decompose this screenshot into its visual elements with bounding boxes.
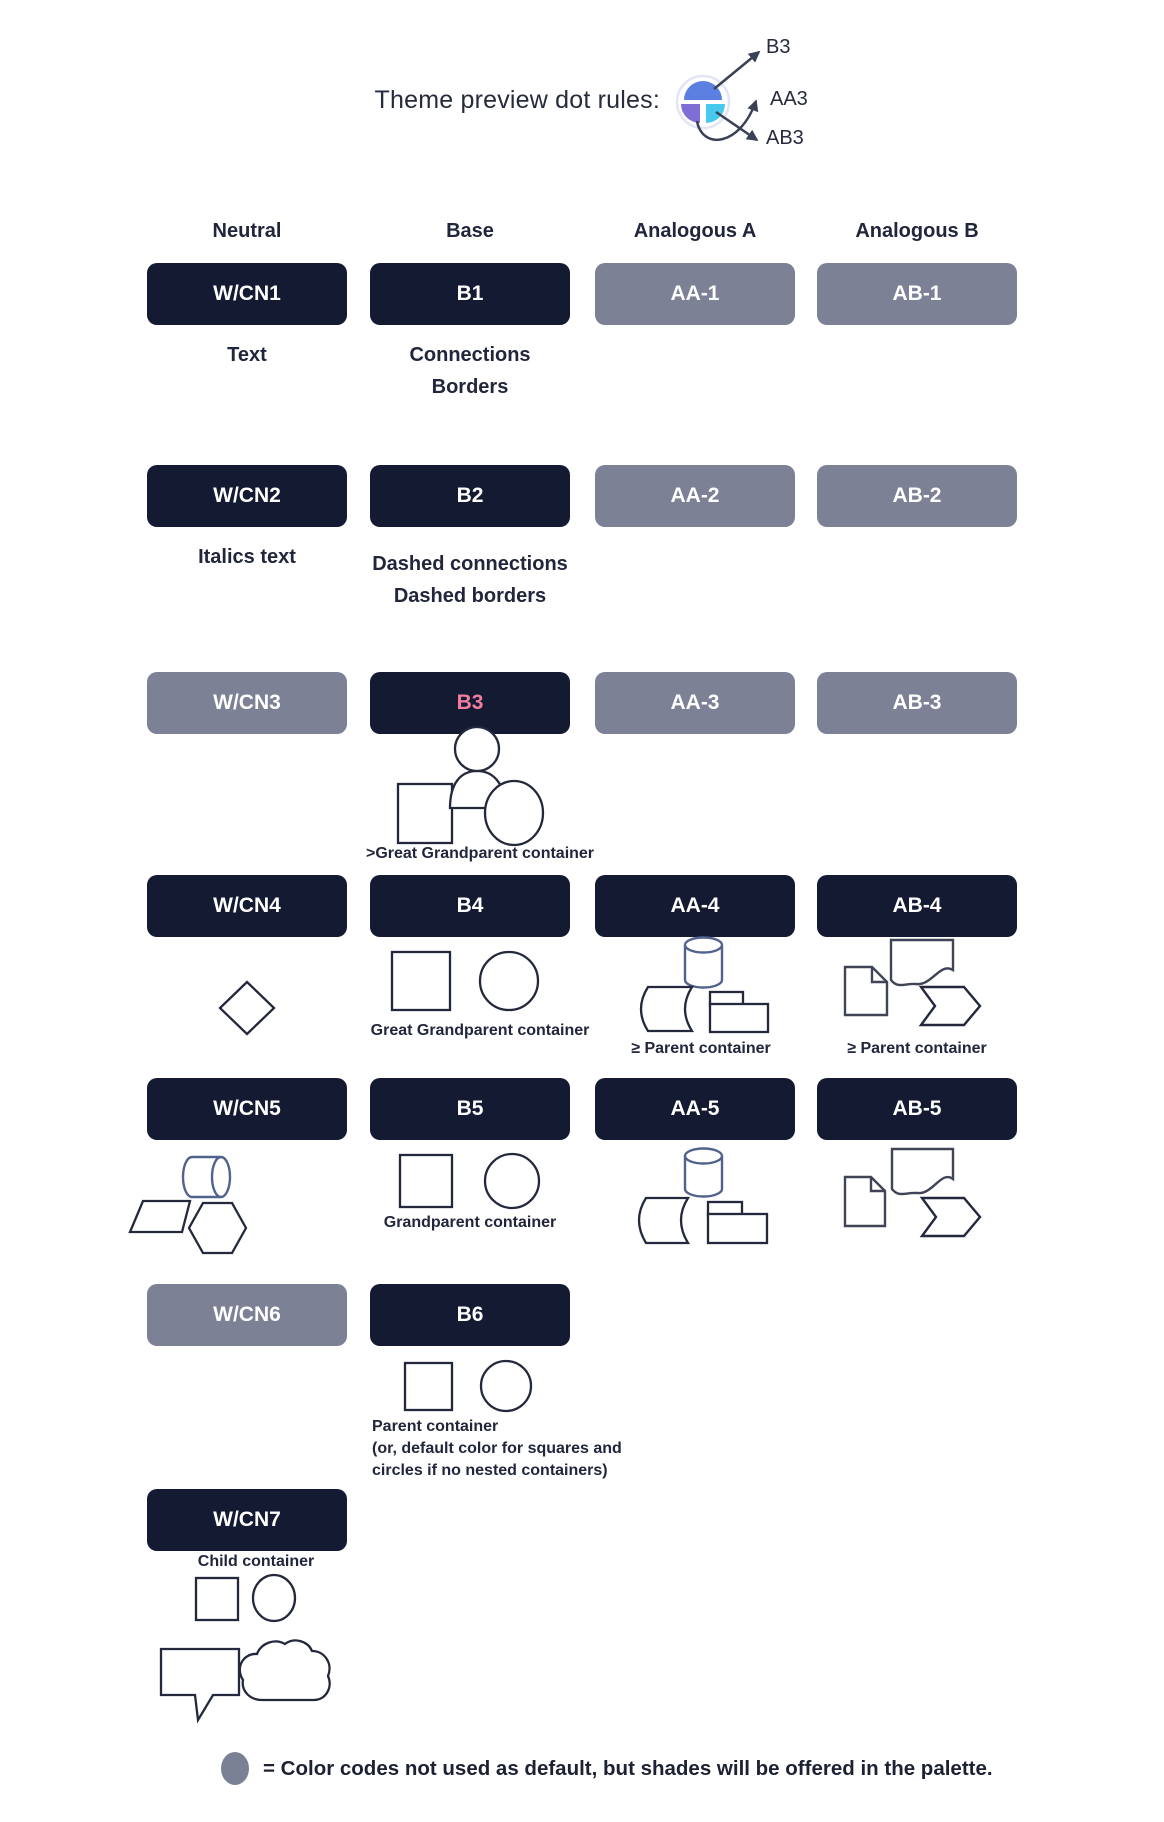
swatch-ab4: AB-4: [817, 875, 1017, 937]
chevron-shape: [922, 1198, 980, 1236]
caption-dashed-connections: Dashed connections: [372, 553, 568, 575]
dot-segment-analogous-b: [706, 104, 725, 123]
parallelogram-shape: [130, 1201, 190, 1232]
swatch-wcn2: W/CN2: [147, 465, 347, 527]
circle-shape: [481, 1361, 531, 1411]
legend: [221, 1752, 993, 1785]
caption-parent-line1: Parent container: [372, 1418, 499, 1435]
cylinder-shape: [183, 1157, 221, 1197]
swatch-aa5: AA-5: [595, 1078, 795, 1140]
square-shape: [405, 1363, 452, 1410]
dot-segment-base: [684, 81, 722, 100]
swatch-wcn1: W/CN1: [147, 263, 347, 325]
swatch-wcn3: W/CN3: [147, 672, 347, 734]
folder-body-shape: [708, 1214, 767, 1243]
square-shape: [392, 952, 450, 1010]
dot-label-aa3: AA3: [770, 88, 808, 110]
dot-segment-analogous-a: [681, 104, 700, 123]
page-title: Theme preview dot rules:: [374, 86, 660, 114]
swatch-wcn6: W/CN6: [147, 1284, 347, 1346]
caption-parent-line2: (or, default color for squares and: [372, 1440, 622, 1457]
square-shape: [400, 1155, 452, 1207]
circle-shape: [253, 1575, 295, 1621]
legend-text: = Color codes not used as default, but shades will be offered in the palette.: [263, 1756, 993, 1780]
cylinder-shape: [685, 1156, 722, 1197]
swatch-ab3: AB-3: [817, 672, 1017, 734]
circle-shape: [485, 1154, 539, 1208]
caption-ge-parent-aa: ≥ Parent container: [631, 1040, 771, 1057]
swatch-wcn5: W/CN5: [147, 1078, 347, 1140]
swatch-ab1: AB-1: [817, 263, 1017, 325]
swatch-aa2: AA-2: [595, 465, 795, 527]
theme-preview-dot: [677, 76, 729, 128]
circle-shape: [480, 952, 538, 1010]
swatch-b4: B4: [370, 875, 570, 937]
swatch-aa3: AA-3: [595, 672, 795, 734]
chevron-shape: [921, 987, 980, 1025]
swatch-wcn4: W/CN4: [147, 875, 347, 937]
swatch-wcn7: W/CN7: [147, 1489, 347, 1551]
folder-tab-shape: [708, 1202, 742, 1216]
cloud-shape: [240, 1640, 330, 1700]
caption-parent-line3: circles if no nested containers): [372, 1462, 608, 1479]
arrow-to-aa3: [697, 101, 756, 140]
caption-child-container: Child container: [197, 1553, 315, 1570]
caption-italics-text: Italics text: [198, 546, 296, 568]
swatch-aa1: AA-1: [595, 263, 795, 325]
document-fold: [871, 1177, 885, 1191]
column-header-analogous-a: Analogous A: [633, 220, 757, 242]
document-shape: [845, 967, 887, 1015]
stored-data-shape: [641, 987, 692, 1031]
square-shape: [196, 1578, 238, 1620]
cylinder-shape: [685, 945, 722, 988]
swatch-b1: B1: [370, 263, 570, 325]
arrow-to-b3: [714, 52, 759, 89]
document-fold: [872, 967, 887, 982]
arrow-to-ab3: [716, 112, 757, 140]
wave-card-shape: [891, 940, 953, 985]
column-header-neutral: Neutral: [212, 220, 282, 242]
dot-label-ab3: AB3: [766, 127, 804, 149]
cylinder-cap: [212, 1157, 230, 1197]
caption-borders: Borders: [431, 376, 509, 398]
square-shape: [398, 784, 452, 843]
swatch-ab5: AB-5: [817, 1078, 1017, 1140]
wave-card-shape: [892, 1149, 953, 1194]
caption-great-grandparent-gt: >Great Grandparent container: [365, 845, 595, 862]
caption-ge-parent-ab: ≥ Parent container: [847, 1040, 987, 1057]
swatch-ab2: AB-2: [817, 465, 1017, 527]
caption-connections: Connections: [409, 344, 531, 366]
swatch-b6: B6: [370, 1284, 570, 1346]
cylinder-top: [685, 938, 722, 953]
caption-text: Text: [227, 344, 267, 366]
dot-ring: [677, 76, 729, 128]
person-body-shape: [450, 771, 505, 808]
column-header-base: Base: [446, 220, 494, 242]
speech-bubble-shape: [161, 1649, 239, 1720]
dot-label-b3: B3: [766, 36, 791, 58]
swatch-b5: B5: [370, 1078, 570, 1140]
swatch-b2: B2: [370, 465, 570, 527]
hexagon-shape: [189, 1203, 246, 1253]
caption-great-grandparent: Great Grandparent container: [370, 1022, 590, 1039]
stored-data-shape: [639, 1198, 688, 1243]
folder-body-shape: [710, 1004, 768, 1032]
folder-tab-shape: [710, 992, 743, 1006]
circle-shape: [485, 781, 543, 845]
swatch-aa4: AA-4: [595, 875, 795, 937]
caption-grandparent: Grandparent container: [383, 1214, 557, 1231]
diamond-shape: [220, 982, 274, 1034]
caption-dashed-borders: Dashed borders: [393, 585, 547, 607]
cylinder-top: [685, 1149, 722, 1164]
gray-dot-icon: [221, 1752, 249, 1785]
swatch-b3: B3: [370, 672, 570, 734]
column-header-analogous-b: Analogous B: [855, 220, 979, 242]
document-shape: [845, 1177, 885, 1226]
